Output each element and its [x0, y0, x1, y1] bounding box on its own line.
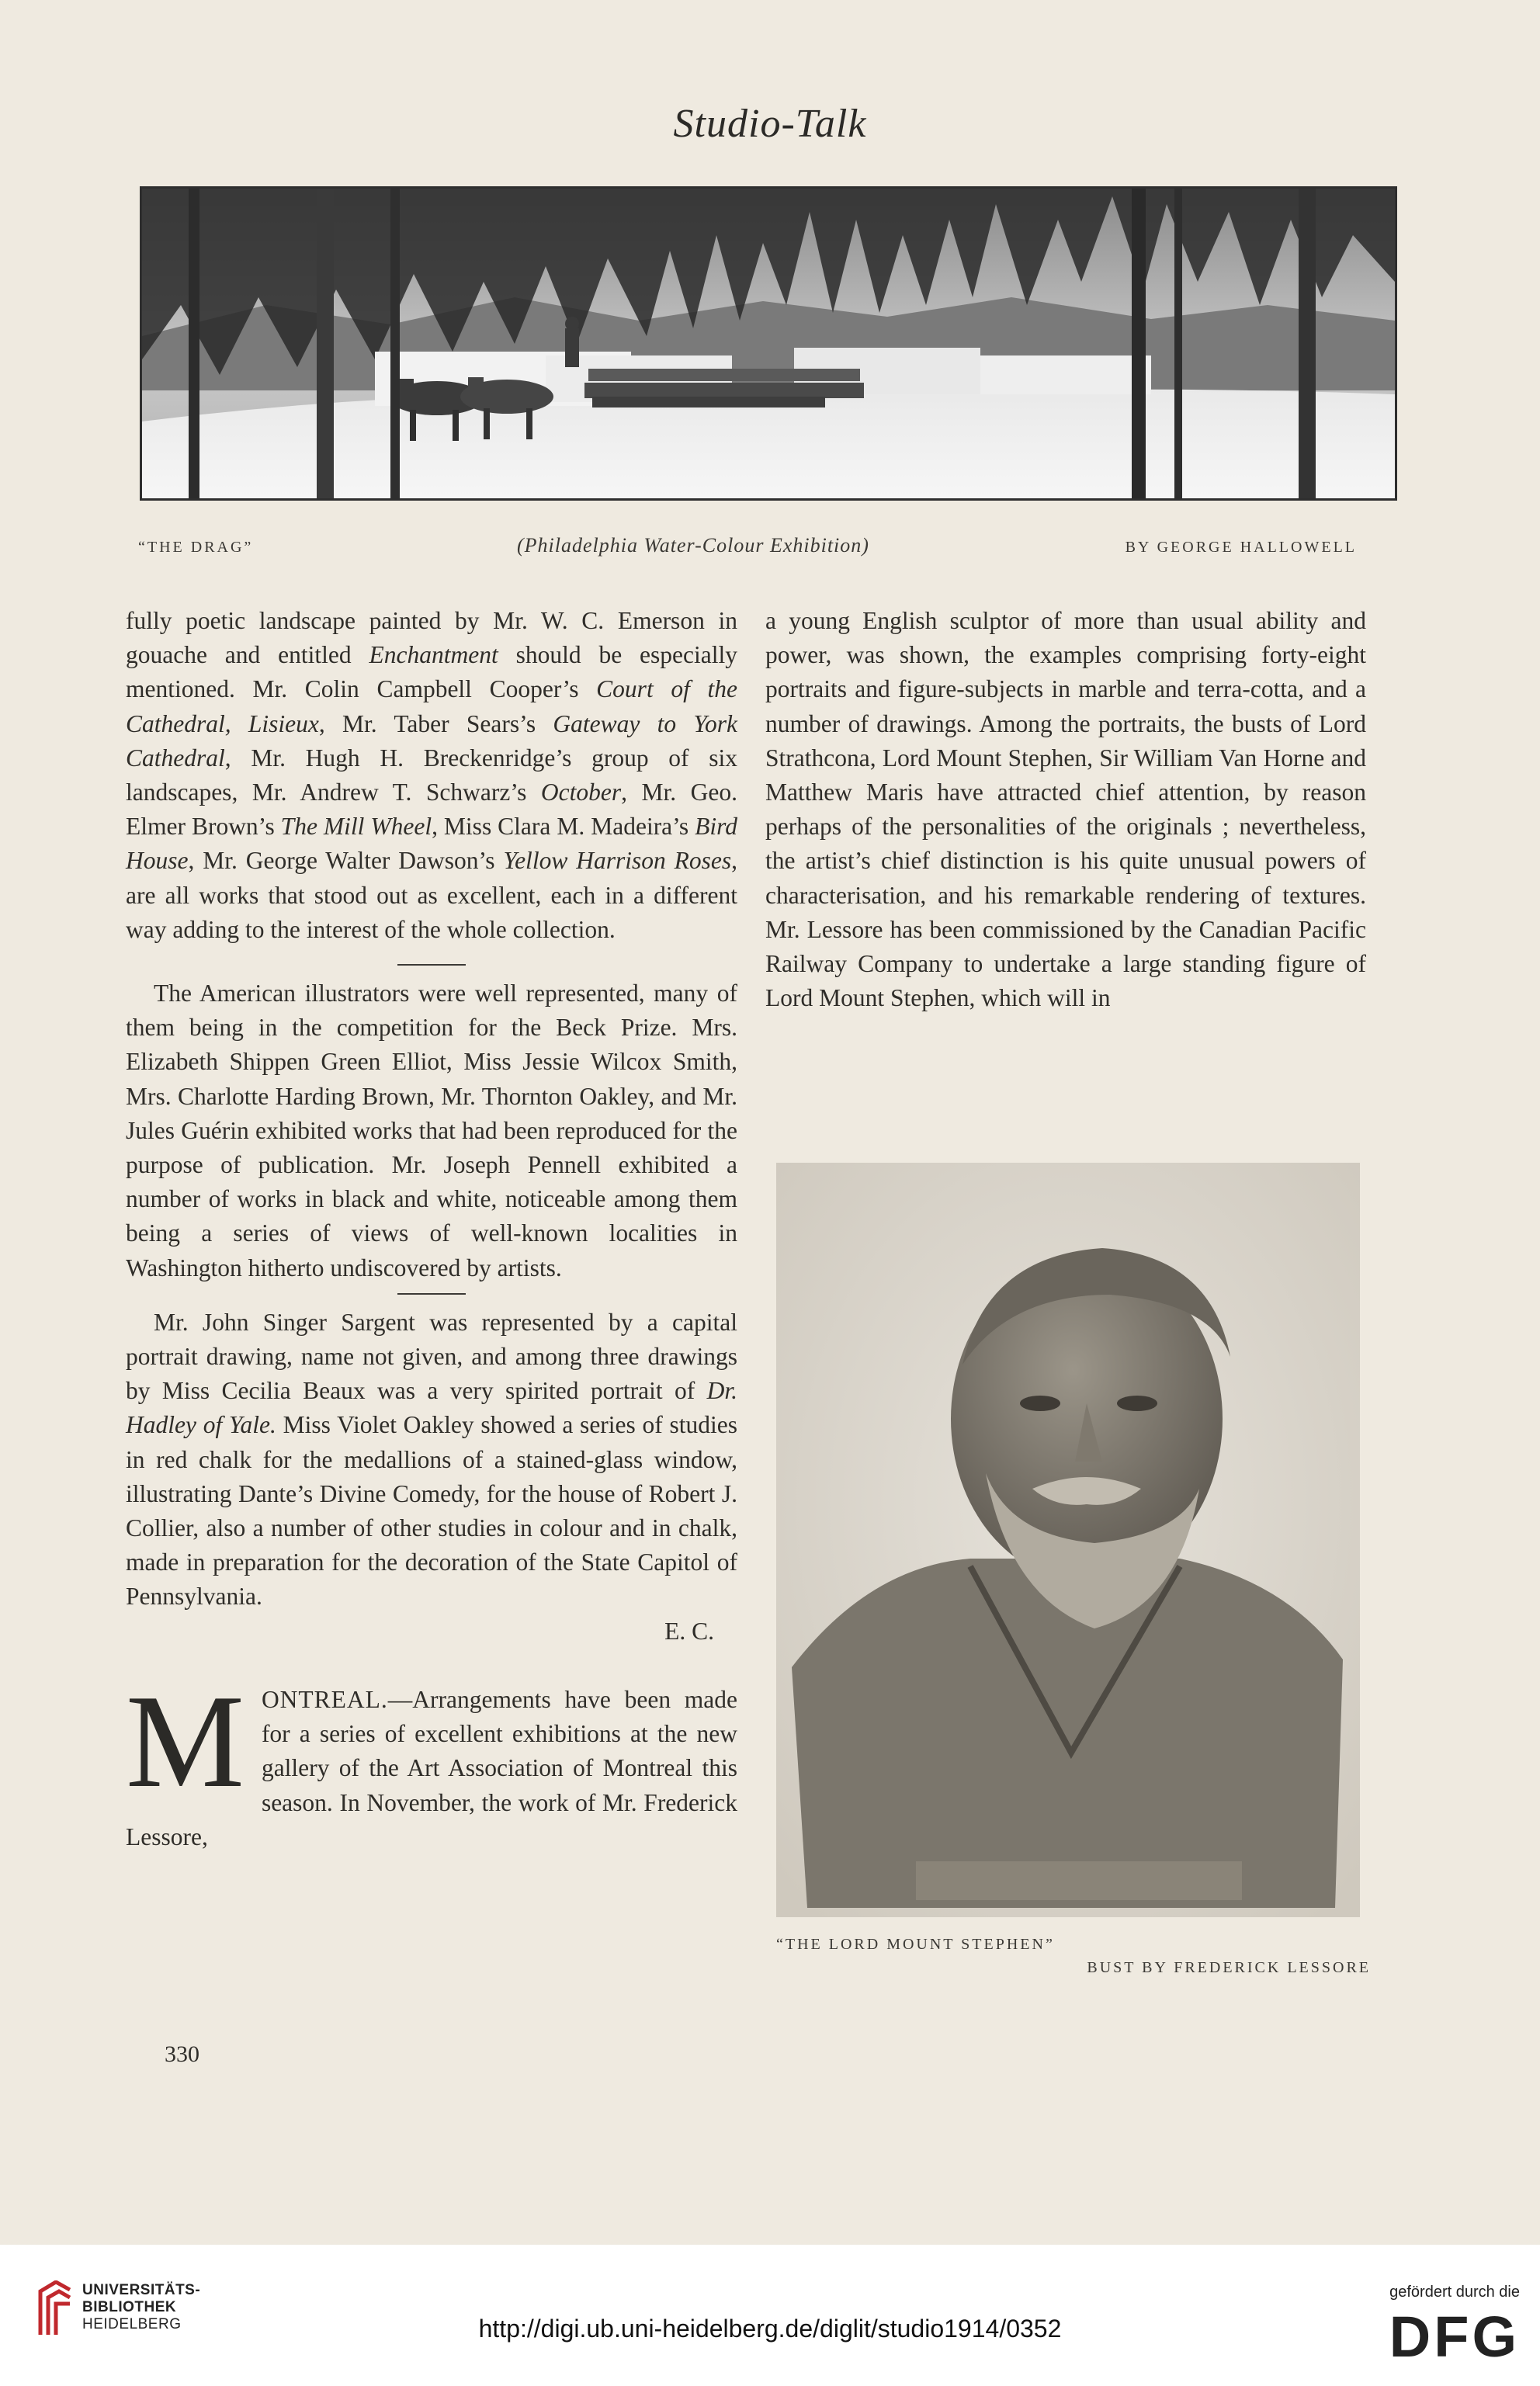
section-rule [397, 964, 466, 966]
dfg-logo: DFG [1389, 2305, 1520, 2369]
funding-note: gefördert durch die [1389, 2284, 1520, 2301]
left-column [126, 604, 737, 1854]
paragraph-american-illustrators: The American illustrators were well represented, many of them being in the competition for the Beck Prize. Mrs. Elizabeth Shippen Green Elliot, Miss Jessie Wilcox Smith, Mrs. Charlotte Harding Brown, Mr. Thornton Oakley, and Mr. Jules Guérin exhibited works that had been reproduced for the purpose of publication. Mr. Joseph Pennell exhibited a number of works in black and white, noticeable among them being a series of views of well-known localities in Washington hitherto undiscovered by artists. [126, 980, 737, 1281]
paragraph-lessore: a young English sculptor of more than usual ability and power, was shown, the examples comprising forty-eight portraits and figure-subjects in marble and terra-cotta, and a number of drawings. Among the portraits, the busts of Lord Strathcona, Lord Mount Stephen, Sir William Van Horne and Matthew Maris have attracted chief attention, by reason perhaps of the personalities of the originals ; nevertheless, the artist’s chief distinction is his quite unusual powers of characterisation, and his remarkable rendering of textures. Mr. Lessore has been commissioned by the Canadian Pacific Railway Company to undertake a large standing figure of Lord Mount Stephen, which will in [765, 607, 1366, 1012]
paragraph-emerson: fully poetic landscape painted by Mr. W. C. Emerson in gouache and entitled Enchantment should be especially mentioned. Mr. Colin Campbell Cooper’s Court of the Cathedral, Lisieux, Mr. Taber Sears’s Gateway to York Cathedral, Mr. Hugh H. Breckenridge’s group of six landscapes, Mr. Andrew T. Schwarz’s October, Mr. Geo. Elmer Brown’s The Mill Wheel, Miss Clara M. Madeira’s Bird House, Mr. George Walter Dawson’s Yellow Harrison Roses, are all works that stood out as excellent, each in a different way adding to the interest of the whole collection. [126, 607, 738, 943]
caption-title-bust: “THE LORD MOUNT STEPHEN” [776, 1936, 1055, 1953]
caption-title-the-drag: “THE DRAG” [138, 539, 254, 556]
paragraph-montreal: MONTREAL.—Arrangements have been made for a series of excellent exhibitions at the new gallery of the Art Association of Montreal this season. In November, the work of Mr. Frederick Lessore, [126, 1667, 737, 1850]
permalink-url[interactable]: http://digi.ub.uni-heidelberg.de/diglit/studio1914/0352 [478, 2315, 1062, 2343]
digitization-footer [0, 2245, 1540, 2386]
bust-sculpture [776, 1163, 1360, 1917]
section-rule [397, 1293, 466, 1295]
page-number: 330 [165, 2041, 199, 2067]
paragraph-sargent: Mr. John Singer Sargent was represented by a capital portrait drawing, name not given, and among three drawings by Miss Cecilia Beaux was a very spirited portrait of Dr. Hadley of Yale. Miss Violet Oakley showed a series of studies in red chalk for the medallions of a stained-glass window, illustrating Dante’s Divine Comedy, for the house of Robert J. Collier, also a number of other studies in colour and in chalk, made in preparation for the decoration of the State Capitol of Pennsylvania. [126, 1308, 737, 1611]
right-column [765, 604, 1366, 1015]
signature: E. C. [664, 1617, 714, 1645]
caption-source: (Philadelphia Water-Colour Exhibition) [517, 534, 869, 557]
running-title: Studio-Talk [673, 102, 867, 146]
caption-artist-lessore: BUST BY FREDERICK LESSORE [1087, 1959, 1371, 1976]
illustration-bust-lord-mount-stephen [776, 1163, 1360, 1917]
caption-artist-hallowell: BY GEORGE HALLOWELL [1125, 539, 1357, 556]
library-name: UNIVERSITÄTS- BIBLIOTHEK HEIDELBERG [82, 2282, 201, 2332]
winter-logging-scene [142, 189, 1395, 498]
illustration-the-drag [140, 186, 1397, 501]
drop-capital: M [126, 1667, 245, 1816]
